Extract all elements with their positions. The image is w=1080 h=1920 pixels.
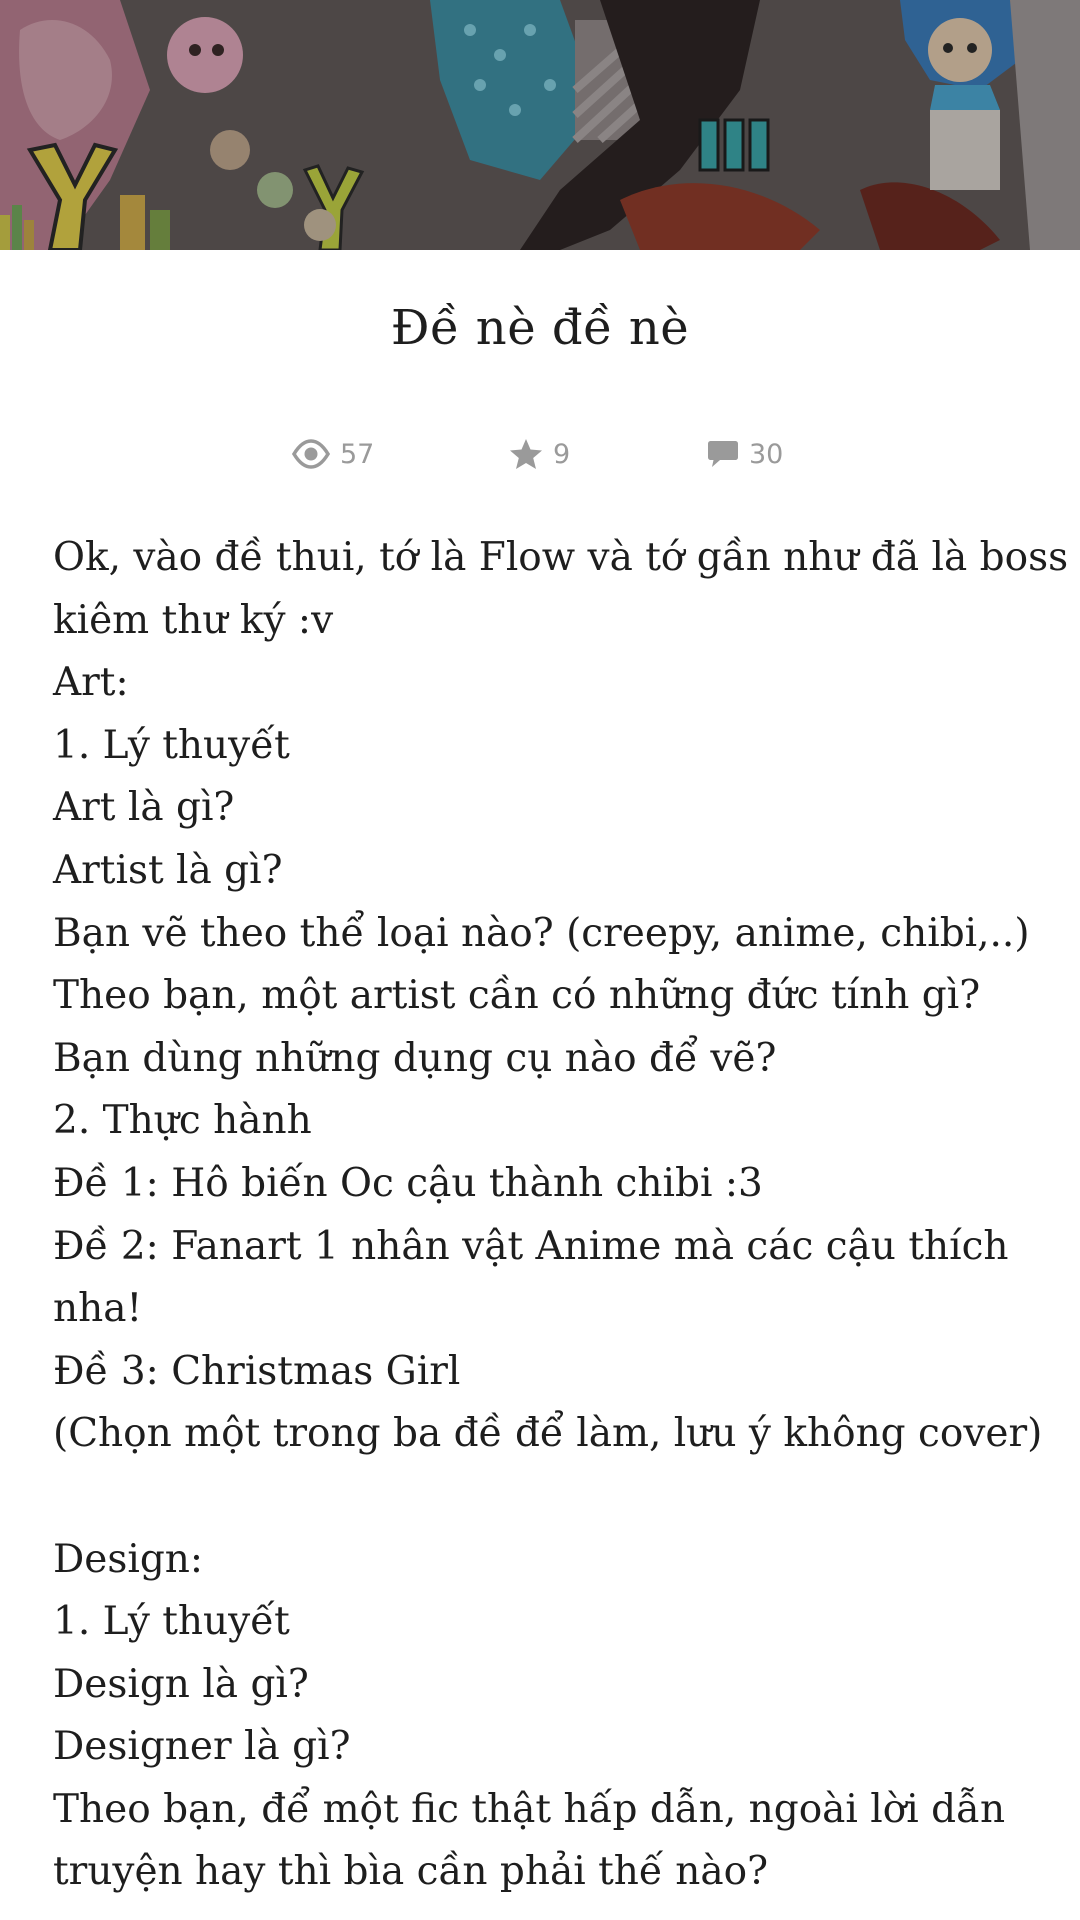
story-line: Đề 1: Hô biến Oc cậu thành chibi :3 [53,1160,763,1206]
story-cover-image [0,0,1080,250]
story-line: Artist là gì? [53,847,283,893]
story-line: Đề 2: Fanart 1 nhân vật Anime mà các cậu thích [53,1223,1009,1269]
views-count: 57 [340,438,375,470]
story-line: Theo bạn, để một fic thật hấp dẫn, ngoài lời dẫn [53,1786,1006,1832]
story-line: Art: [53,660,129,706]
cover-illustration [0,0,1080,250]
votes-stat [509,432,570,476]
comments-count: 30 [749,438,784,470]
story-line: Bạn vẽ theo thể loại nào? (creepy, anime, chibi,..) [53,910,1030,956]
story-line: Designer là gì? [53,1724,351,1770]
story-line: Design: [53,1536,204,1582]
eye-icon [292,439,330,469]
star-icon [509,438,543,470]
story-body [53,527,1069,1904]
story-line: 2. Thực hành [53,1098,312,1144]
story-line: 1. Lý thuyết [53,1599,290,1645]
story-line: 1. Lý thuyết [53,722,290,768]
votes-count: 9 [553,438,571,470]
story-line: Theo bạn, một artist cần có những đức tính gì? [53,973,981,1019]
comments-stat [707,432,783,476]
story-stats [0,432,1080,476]
story-line: Design là gì? [53,1661,309,1707]
story-line-blank [53,1466,1043,1529]
story-line: Bạn dùng những dụng cụ nào để vẽ? [53,1035,777,1081]
story-title: Đề nè đề nè [390,300,690,356]
story-line: Ok, vào đề thui, tớ là Flow và tớ gần như đã là boss [53,535,1069,580]
story-line: truyện hay thì bìa cần phải thế nào? [53,1849,769,1895]
story-line: nha! [53,1286,143,1332]
story-line: kiêm thư ký :v [53,597,334,643]
story-line: (Chọn một trong ba đề để làm, lưu ý không cover) [53,1411,1043,1457]
views-stat [292,432,374,476]
story-line: Đề 3: Christmas Girl [53,1348,461,1394]
comment-bubble-icon [707,439,739,469]
story-line: Art là gì? [53,785,235,831]
